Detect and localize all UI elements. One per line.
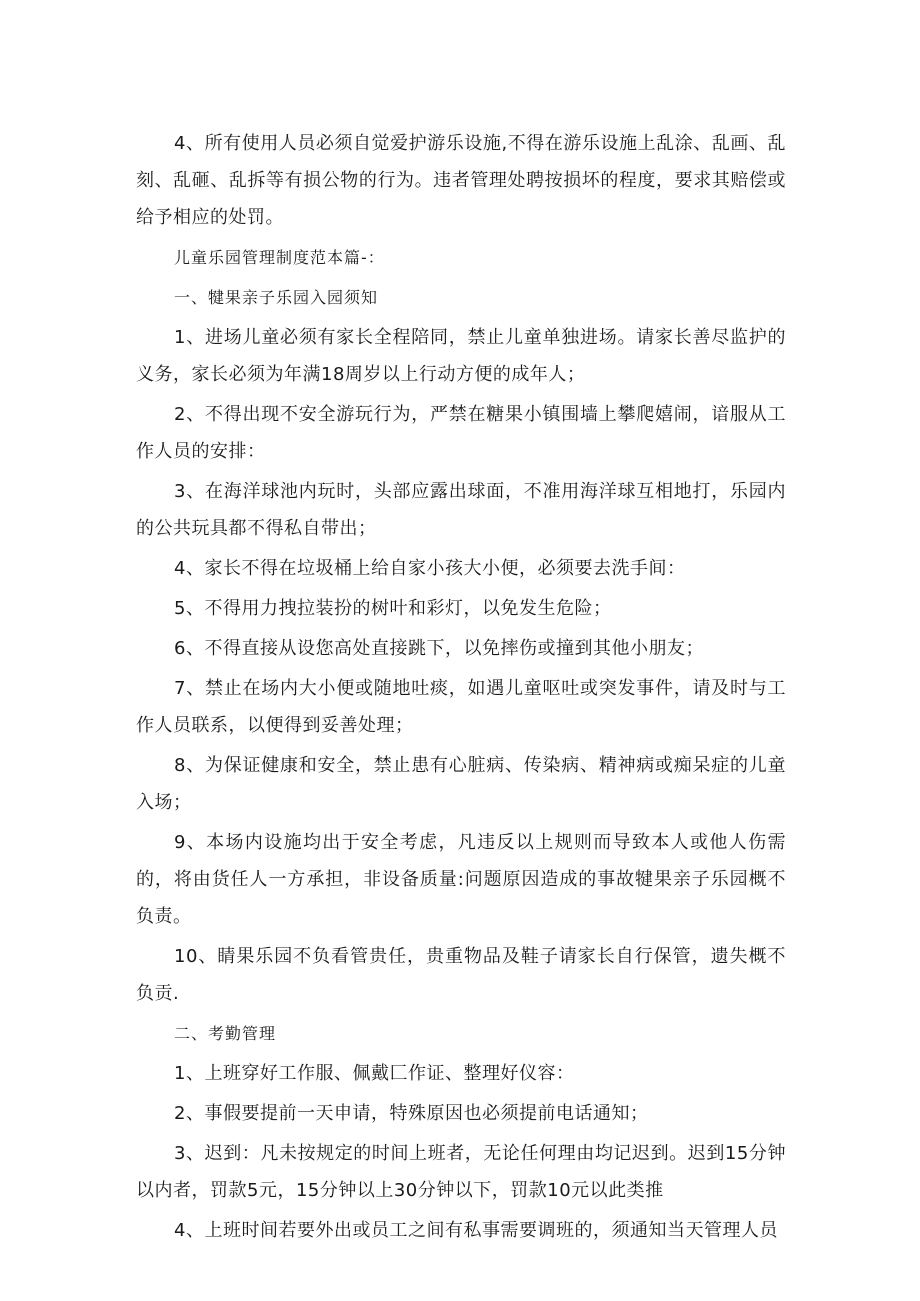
- heading-attendance: 二、考勤管理: [174, 1024, 277, 1043]
- list-item: 7、禁止在场内大小便或随地吐痰，如遇儿童呕吐或突发事件，请及时与工作人员联系，以便得到妥善处理；: [136, 678, 786, 736]
- document-body: [136, 125, 786, 1252]
- list-item: 2、事假要提前一天申请，特殊原因也必须提前电话通知；: [174, 1103, 649, 1124]
- list-item: 1、进场儿童必须有家长全程陪同，禁止儿童单独进场。请家长善尽监护的义务，家长必须为年满18周岁以上行动方便的成年人；: [136, 327, 786, 385]
- paragraph-rule-4-facilities: 4、所有使用人员必须自觉爱护游乐设施,不得在游乐设施上乱涂、乱画、乱刻、乱砸、乱拆等有损公物的行为。违者管理处聘按损坏的程度，要求其赔偿或给予相应的处罚。: [136, 133, 786, 228]
- list-item: 3、迟到：凡未按规定的时间上班者，无论任何理由均记迟到。迟到15分钟以内者，罚款5元，15分钟以上30分钟以下，罚款10元以此类推: [136, 1143, 786, 1201]
- list-item: 4、家长不得在垃圾桶上给自家小孩大小便，必须要去洗手间：: [174, 558, 686, 579]
- list-item: 3、在海洋球池内玩时，头部应露出球面，不准用海洋球互相地打，乐园内的公共玩具都不得私自带出；: [136, 481, 786, 539]
- list-item: 4、上班时间若要外出或员工之间有私事需要调班的，须通知当天管理人员: [174, 1220, 778, 1241]
- list-item: 1、上班穿好工作服、佩戴匚作证、整理好仪容：: [174, 1063, 575, 1084]
- list-item: 2、不得出现不安全游玩行为，严禁在糖果小镇围墙上攀爬嬉闹，谙服从工作人员的安排：: [136, 404, 786, 462]
- list-item: 8、为保证健康和安全，禁止患有心脏病、传染病、精神病或痴呆症的儿童入场；: [136, 755, 786, 813]
- list-item: 10、睛果乐园不负看管贵任，贵重物品及鞋子请家长自行保管，遗失概不负贡.: [136, 946, 786, 1004]
- section-title: 儿童乐园管理制度范本篇-：: [174, 248, 385, 267]
- list-item: 5、不得用力拽拉装扮的树叶和彩灯，以免发生危险；: [174, 598, 612, 619]
- list-item: 9、本场内设施均出于安全考虑，凡违反以上规则而导致本人或他人伤需的，将由货任人一方承担，非设备质量:问题原因造成的事故犍果亲子乐园概不负责。: [136, 832, 786, 927]
- list-item: 6、不得直接从设您高处直接跳下，以免摔伤或撞到其他小朋友；: [174, 638, 704, 659]
- heading-entry-notice: 一、犍果亲子乐园入园须知: [174, 288, 379, 307]
